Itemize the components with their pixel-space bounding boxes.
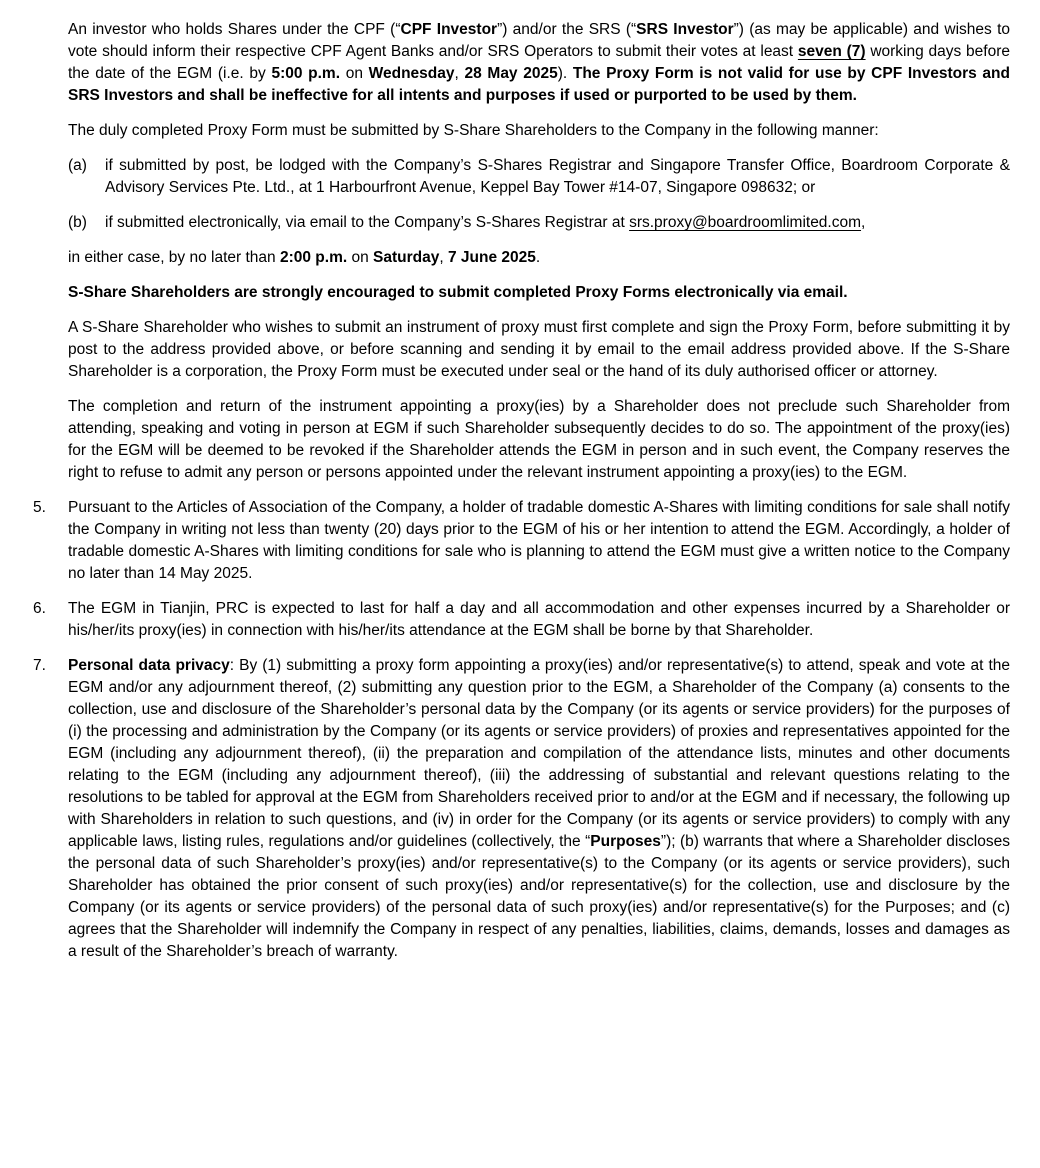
text-run: if submitted electronically, via email to the Company’s S-Shares Registrar at [105, 214, 630, 231]
list-item-6-egm-expenses [33, 598, 1010, 642]
text-run: The duly completed Proxy Form must be submitted by S-Share Shareholders to the Company in the following manner: [68, 122, 879, 139]
text-run: on [340, 65, 369, 82]
text-run: . [535, 249, 541, 266]
text-run: 2:00 p.m. [279, 249, 348, 266]
text-run: on [347, 249, 374, 266]
text-run: ”); (b) warrants that where a Shareholder discloses the personal data of such Shareholder’s proxy(ies) and/or representative(s) to the Company (or its agents or service providers), such Shareholder has obtained the prior consent of such proxy(ies) and/or representative(s) for the collection, use and disclosure by the Company (or its agents or service providers) of the personal data of such proxy(ies) and/or representative(s) for the Purposes; and (c) agrees that the Shareholder will indemnify the Company in respect of any penalties, liabilities, claims, demands, losses and damages as a result of the Shareholder’s breach of warranty. [68, 833, 1010, 960]
para-completion-and-return [68, 396, 1010, 484]
list-marker-a: (a) [68, 157, 87, 174]
registrar-email-link[interactable]: srs.proxy@boardroomlimited.com [629, 214, 862, 231]
text-run: Personal data privacy [68, 657, 230, 674]
list-item-a-text [105, 157, 1010, 196]
text-run: in either case, by no later than [68, 249, 280, 266]
para-submission-deadline [68, 247, 1010, 269]
text-run: working days before the date of the EGM (i.e. by [68, 43, 1010, 82]
list-item-7-text [68, 657, 1010, 960]
text-run: ). [557, 65, 573, 82]
list-item-a-post-submission [68, 155, 1010, 199]
para-email-encouragement [68, 282, 1010, 304]
text-run: The EGM in Tianjin, PRC is expected to last for half a day and all accommodation and other expenses incurred by a Shareholder or his/her/its proxy(ies) in connection with his/her/its attendance at the EGM shall be borne by that Shareholder. [68, 600, 1010, 639]
list-marker-5: 5. [33, 499, 46, 516]
list-marker-7: 7. [33, 657, 46, 674]
text-run: The Proxy Form is not valid for use by CPF Investors and SRS Investors and shall be ineffective for all intents and purposes if used or purported to be used by them. [68, 65, 1010, 104]
text-run: S-Share Shareholders are strongly encouraged to submit completed Proxy Forms electronically via email. [68, 284, 848, 301]
text-run: Pursuant to the Articles of Association of the Company, a holder of tradable domestic A-Shares with limiting conditions for sale shall notify the Company in writing not less than twenty (20) days prior to the EGM of his or her intention to attend the EGM. Accordingly, a holder of tradable domestic A-Shares with limiting conditions for sale who is planning to attend the EGM must give a written notice to the Company no later than 14 May 2025. [68, 499, 1010, 582]
text-run: Saturday [373, 249, 440, 266]
text-run: ”) (as may be applicable) and wishes to vote should inform their respective CPF Agent Banks and/or SRS Operators to submit their votes at least [68, 21, 1010, 60]
list-item-7-personal-data-privacy [33, 655, 1011, 963]
text-run: Purposes [590, 833, 661, 850]
text-run: 5:00 p.m. [271, 65, 341, 82]
list-item-5-a-shares-written-notice [33, 497, 1010, 585]
text-run: 28 May 2025 [464, 65, 558, 82]
text-run: , [454, 65, 465, 82]
text-run: seven (7) [797, 43, 866, 60]
para-proxy-form-submission-manner [68, 120, 1010, 142]
para-cpf-srs-investors [68, 19, 1010, 107]
text-run: ”) and/or the SRS (“ [497, 21, 637, 38]
list-marker-b: (b) [68, 214, 87, 231]
text-run: , [861, 214, 866, 231]
text-run: : By (1) submitting a proxy form appointing a proxy(ies) and/or representative(s) to attend, speak and vote at the EGM and/or any adjournment thereof, (2) submitting any question prior to the EGM, a Shareholder of the Company (a) consents to the collection, use and disclosure of the Shareholder’s personal data by the Company (or its agents or service providers) for the purposes of (i) the processing and administration by the Company (or its agents or service providers) of proxies and representatives appointed for the EGM (including any adjournment thereof), (ii) the preparation and compilation of the attendance lists, minutes and other documents relating to the EGM (including any adjournment thereof), (iii) the addressing of substantial and relevant questions relating to the resolutions to be tabled for approval at the EGM from Shareholders received prior to and/or at the EGM and if necessary, the following up with Shareholders in relation to such questions, and (iv) in order for the Company (or its agents or service providers) to comply with any applicable laws, listing rules, regulations and/or guidelines (collectively, the “ [68, 657, 1011, 850]
text-run: An investor who holds Shares under the CPF (“ [68, 21, 401, 38]
text-run: 7 June 2025 [448, 249, 536, 266]
text-run: The completion and return of the instrument appointing a proxy(ies) by a Shareholder does not preclude such Shareholder from attending, speaking and voting in person at EGM if such Shareholder subsequently decides to do so. The appointment of the proxy(ies) for the EGM will be deemed to be revoked if the Shareholder attends the EGM in person and in such event, the Company reserves the right to refuse to admit any person or persons appointed under the relevant instrument appointing a proxy(ies) to the EGM. [68, 398, 1010, 481]
text-run: A S-Share Shareholder who wishes to submit an instrument of proxy must first complete and sign the Proxy Form, before submitting it by post to the address provided above, or before scanning and sending it by email to the email address provided above. If the S-Share Shareholder is a corporation, the Proxy Form must be executed under seal or the hand of its duly authorised officer or attorney. [68, 319, 1010, 380]
text-run: SRS Investor [636, 21, 734, 38]
list-item-b-email-submission [68, 212, 1010, 234]
list-item-5-text [68, 499, 1010, 582]
text-run: Wednesday [368, 65, 455, 82]
text-run: , [439, 249, 448, 266]
para-sign-proxy-form [68, 317, 1010, 383]
list-item-b-text [105, 214, 865, 231]
list-item-6-text [68, 600, 1010, 639]
text-run: CPF Investor [400, 21, 498, 38]
text-run: if submitted by post, be lodged with the Company’s S-Shares Registrar and Singapore Transfer Office, Boardroom Corporate & Advisory Services Pte. Ltd., at 1 Harbourfront Avenue, Keppel Bay Tower #14-07, Singapore 098632; or [105, 157, 1010, 196]
list-marker-6: 6. [33, 600, 46, 617]
